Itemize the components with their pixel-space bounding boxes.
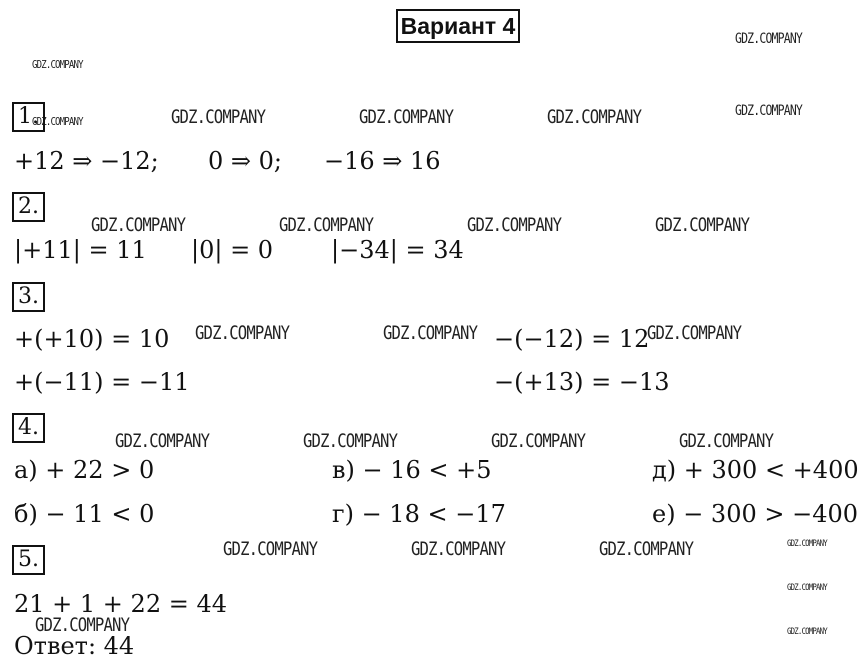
watermark: GDZ.COMPANY — [787, 583, 827, 593]
task-2-item: |0| = 0 — [191, 236, 274, 264]
watermark: GDZ.COMPANY — [223, 538, 318, 560]
task-1-number: 1. — [12, 102, 45, 132]
watermark: GDZ.COMPANY — [735, 31, 803, 47]
watermark: GDZ.COMPANY — [679, 430, 774, 452]
task-3-number: 3. — [12, 282, 45, 312]
task-4-item: д) + 300 < +400 — [652, 456, 859, 484]
watermark: GDZ.COMPANY — [35, 614, 130, 636]
watermark: GDZ.COMPANY — [787, 627, 827, 637]
task-4-item: г) − 18 < −17 — [332, 500, 506, 528]
page-title: Вариант 4 — [396, 9, 520, 43]
watermark: GDZ.COMPANY — [411, 538, 506, 560]
task-4-item: б) − 11 < 0 — [14, 500, 155, 528]
task-3-item: +(−11) = −11 — [14, 368, 190, 396]
task-5-expression: 21 + 1 + 22 = 44 — [14, 590, 227, 618]
task-4-item: а) + 22 > 0 — [14, 456, 155, 484]
watermark: GDZ.COMPANY — [303, 430, 398, 452]
task-3-item: −(−12) = 12 — [494, 325, 650, 353]
watermark: GDZ.COMPANY — [32, 115, 83, 128]
task-2-item: |+11| = 11 — [14, 236, 147, 264]
task-1-item: 0 ⇒ 0; — [208, 147, 282, 175]
watermark: GDZ.COMPANY — [547, 106, 642, 128]
watermark: GDZ.COMPANY — [91, 214, 186, 236]
task-5-number: 5. — [12, 545, 45, 575]
watermark: GDZ.COMPANY — [599, 538, 694, 560]
task-4-item: е) − 300 > −400 — [652, 500, 859, 528]
watermark: GDZ.COMPANY — [171, 106, 266, 128]
task-4-item: в) − 16 < +5 — [332, 456, 492, 484]
task-1-item: −16 ⇒ 16 — [324, 147, 441, 175]
task-3-item: −(+13) = −13 — [494, 368, 670, 396]
watermark: GDZ.COMPANY — [32, 58, 83, 71]
watermark: GDZ.COMPANY — [195, 322, 290, 344]
watermark: GDZ.COMPANY — [467, 214, 562, 236]
watermark: GDZ.COMPANY — [279, 214, 374, 236]
watermark: GDZ.COMPANY — [647, 322, 742, 344]
watermark: GDZ.COMPANY — [655, 214, 750, 236]
watermark: GDZ.COMPANY — [787, 539, 827, 549]
watermark: GDZ.COMPANY — [735, 103, 803, 119]
task-1-item: +12 ⇒ −12; — [14, 147, 159, 175]
task-4-number: 4. — [12, 413, 45, 443]
watermark: GDZ.COMPANY — [115, 430, 210, 452]
watermark: GDZ.COMPANY — [491, 430, 586, 452]
task-5-answer: Ответ: 44 — [14, 632, 135, 660]
watermark: GDZ.COMPANY — [359, 106, 454, 128]
task-2-item: |−34| = 34 — [331, 236, 464, 264]
task-2-number: 2. — [12, 192, 45, 222]
task-3-item: +(+10) = 10 — [14, 325, 170, 353]
watermark: GDZ.COMPANY — [383, 322, 478, 344]
